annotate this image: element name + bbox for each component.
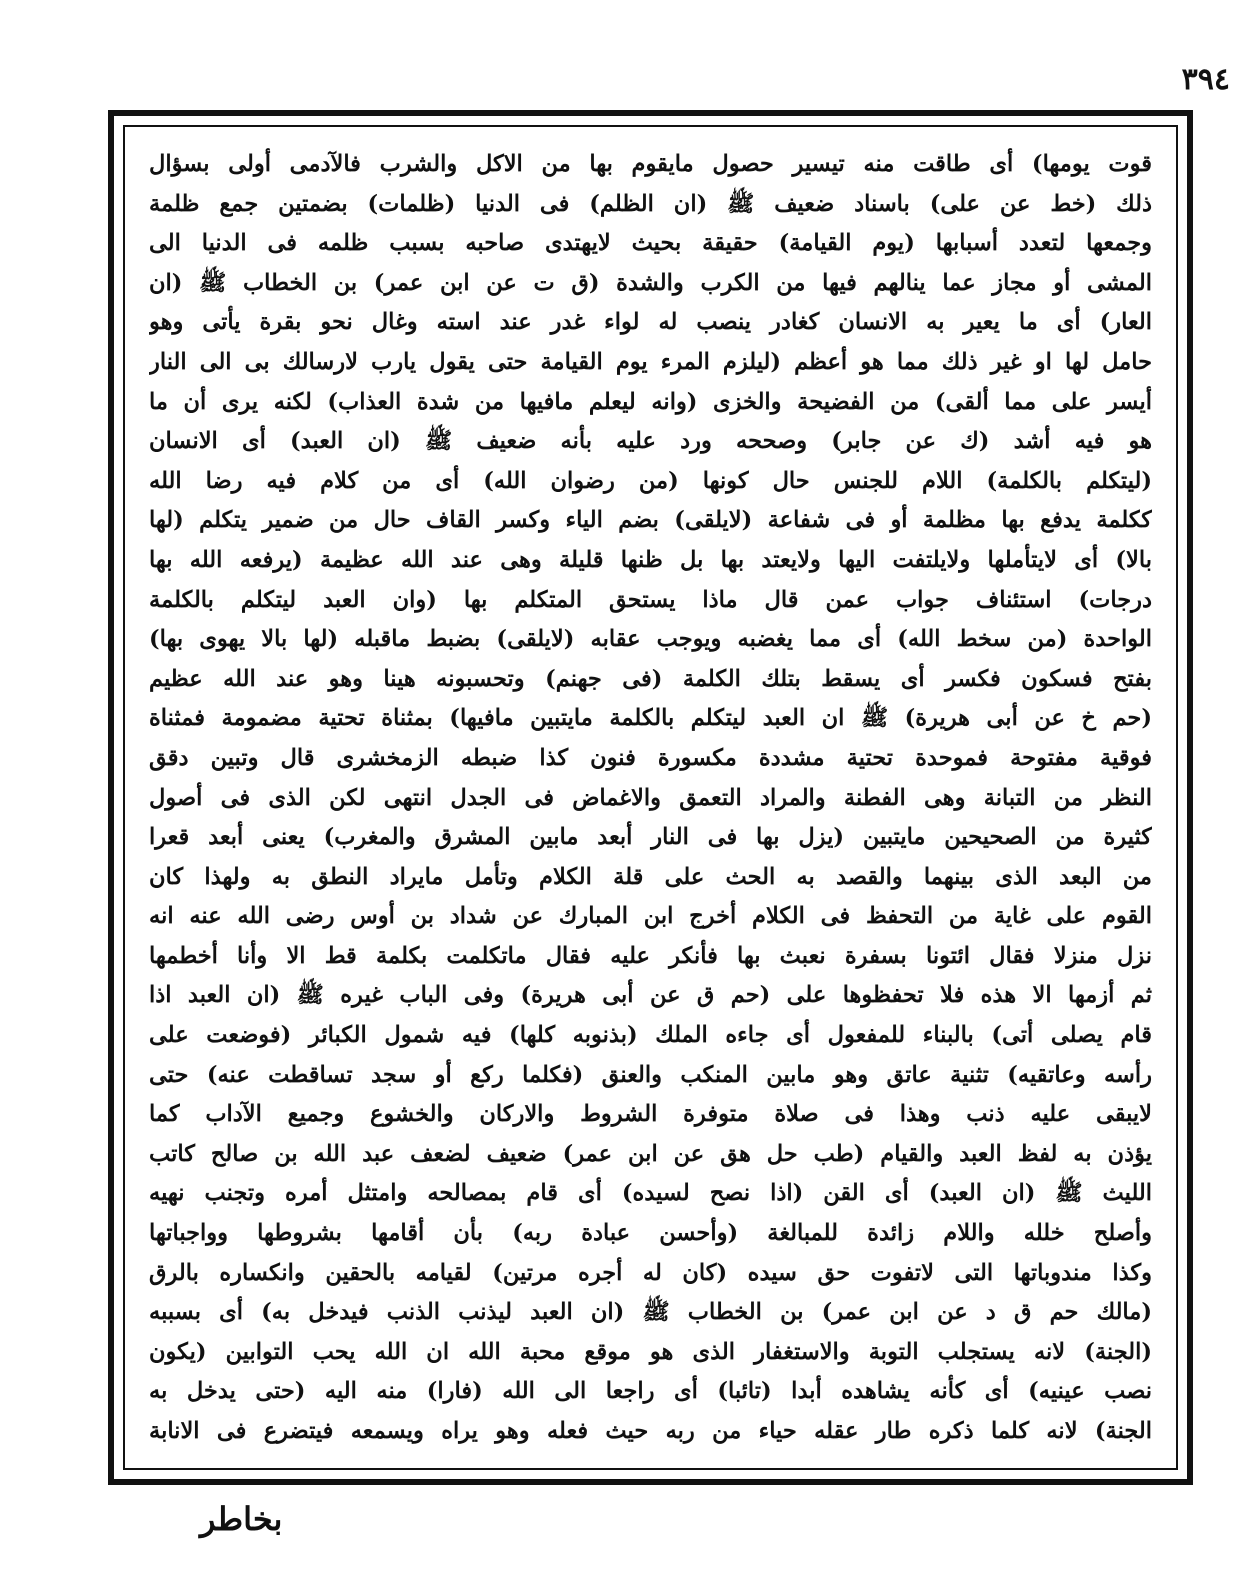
text-line: نزل منزلا فقال ائتونا بسفرة نعبث بها فأنكر عليه فقال ماتكلمت بكلمة قط الا وأنا أخطمها (149, 942, 1152, 969)
text-line: وجمعها لتعدد أسبابها (يوم القيامة) حقيقة بحيث لايهتدى صاحبه بسبب ظلمه فى الدنيا الى (149, 230, 1152, 257)
text-line: يؤذن به لفظ العبد والقيام (طب حل هق عن ابن عمر) ضعيف لضعف عبد الله بن صالح كاتب (149, 1140, 1152, 1167)
page-frame-inner-rule (123, 125, 1178, 1470)
text-line: هو فيه أشد (ك عن جابر) وصححه ورد عليه بأنه ضعيف ﷺ (ان العبد) أى الانسان (149, 428, 1152, 455)
text-line: (حم خ عن أبى هريرة) ﷺ ان العبد ليتكلم بالكلمة مايتبين مافيها) بمثناة تحتية مضمومة فمثناة (149, 705, 1152, 732)
text-line: رأسه وعاتقيه) تثنية عاتق وهو مابين المنكب والعنق (فكلما ركع أو سجد تساقطت عنه) حتى (149, 1061, 1152, 1088)
text-line: كثيرة من الصحيحين مايتبين (يزل بها فى النار أبعد مابين المشرق والمغرب) يعنى أبعد قعرا (149, 824, 1152, 851)
page-frame (108, 110, 1193, 1485)
text-line: حامل لها او غير ذلك مما هو أعظم (ليلزم المرء يوم القيامة حتى يقول يارب لارسالك بى الى النار (149, 348, 1152, 375)
commentary-text (149, 145, 1152, 1452)
text-line: (مالك حم ق د عن ابن عمر) بن الخطاب ﷺ (ان العبد ليذنب الذنب فيدخل به) أى بسببه (149, 1299, 1152, 1326)
text-line: وكذا مندوباتها التى لاتفوت حق سيده (كان له أجره مرتين) لقيامه بالحقين وانكساره بالرق (149, 1259, 1152, 1286)
text-line: (ليتكلم بالكلمة) اللام للجنس حال كونها (من رضوان الله) أى من كلام فيه رضا الله (149, 467, 1152, 494)
text-line: الواحدة (من سخط الله) أى مما يغضبه ويوجب عقابه (لايلقى) بضبط ماقبله (لها بالا يهوى بها) (149, 626, 1152, 653)
text-line: من البعد الذى بينهما والقصد به الحث على قلة الكلام وتأمل مايراد النطق به ولهذا كان (149, 863, 1152, 890)
text-line: نصب عينيه) أى كأنه يشاهده أبدا (تائبا) أى راجعا الى الله (فارا) منه اليه (حتى يدخل به (149, 1378, 1152, 1405)
text-line: درجات) استئناف جواب عمن قال ماذا يستحق المتكلم بها (وان العبد ليتكلم بالكلمة (149, 586, 1152, 613)
text-line: وأصلح خلله واللام زائدة للمبالغة (وأحسن عبادة ربه) بأن أقامها بشروطها وواجباتها (149, 1220, 1152, 1247)
text-line: ككلمة يدفع بها مظلمة أو فى شفاعة (لايلقى) بضم الياء وكسر القاف حال من ضمير يتكلم (لها (149, 507, 1152, 534)
text-line: (الجنة) لانه يستجلب التوبة والاستغفار الذى هو موقع محبة الله ان الله يحب التوابين (يكون (149, 1338, 1152, 1365)
text-line: بالا) أى لايتأملها ولايلتفت اليها ولايعتد بها بل ظنها قليلة وهى عند الله عظيمة (يرفعه الله بها (149, 546, 1152, 573)
text-line: النظر من التبانة وهى الفطنة والمراد التعمق والاغماض فى الجدل انتهى لكن الذى فى أصول (149, 784, 1152, 811)
text-line: لايبقى عليه ذنب وهذا فى صلاة متوفرة الشروط والاركان والخشوع وجميع الآداب كما (149, 1101, 1152, 1128)
text-line: ذلك (خط عن على) باسناد ضعيف ﷺ (ان الظلم) فى الدنيا (ظلمات) بضمتين جمع ظلمة (149, 190, 1152, 217)
text-line: القوم على غاية من التحفظ فى الكلام أخرج ابن المبارك عن شداد بن أوس رضى الله عنه انه (149, 903, 1152, 930)
text-line: المشى أو مجاز عما ينالهم فيها من الكرب والشدة (ق ت عن ابن عمر) بن الخطاب ﷺ (ان (149, 269, 1152, 296)
text-line: قام يصلى أتى) بالبناء للمفعول أى جاءه الملك (بذنوبه كلها) فيه شمول الكبائر (فوضعت على (149, 1022, 1152, 1049)
text-line: أيسر على مما ألقى) من الفضيحة والخزى (وانه ليعلم مافيها من شدة العذاب) لكنه يرى أن ما (149, 388, 1152, 415)
text-line: ثم أزمها الا هذه فلا تحفظوها على (حم ق عن أبى هريرة) وفى الباب غيره ﷺ (ان العبد اذا (149, 982, 1152, 1009)
text-line: فوقية مفتوحة فموحدة تحتية مشددة مكسورة فنون كذا ضبطه الزمخشرى قال وتبين دقق (149, 744, 1152, 771)
text-line: قوت يومها) أى طاقت منه تيسير حصول مايقوم بها من الاكل والشرب فالآدمى أولى بسؤال (149, 151, 1152, 177)
text-line: العار) أى ما يعير به الانسان كغادر ينصب له لواء غدر عند استه وغال نحو بقرة يأتى وهو (149, 309, 1152, 336)
catchword: بخاطر (200, 1500, 283, 1538)
text-line: الليث ﷺ (ان العبد) أى القن (اذا نصح لسيده) أى قام بمصالحه وامتثل أمره وتجنب نهيه (149, 1180, 1152, 1207)
text-line: بفتح فسكون فكسر أى يسقط بتلك الكلمة (فى جهنم) وتحسبونه هينا وهو عند الله عظيم (149, 665, 1152, 692)
text-line: الجنة) لانه كلما ذكره طار عقله حياء من ربه حيث فعله وهو يراه ويسمعه فيتضرع فى الانابة (149, 1418, 1152, 1444)
